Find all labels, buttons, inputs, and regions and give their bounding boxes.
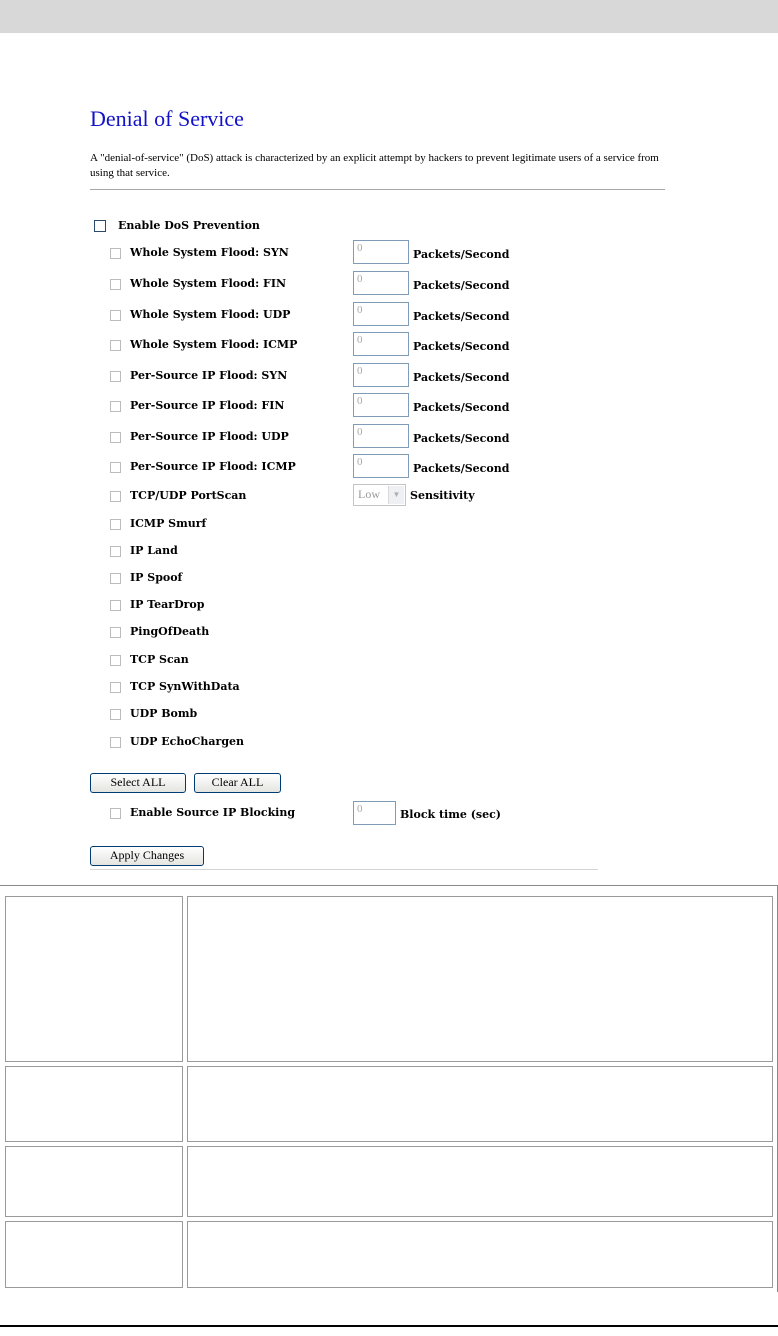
sensitivity-value: Low bbox=[358, 487, 380, 501]
table-cell bbox=[187, 1066, 773, 1142]
top-header-bar bbox=[0, 0, 778, 33]
packets-unit-label: Packets/Second bbox=[413, 248, 510, 261]
enable-dos-label: Enable DoS Prevention bbox=[118, 219, 260, 232]
flood-label: Whole System Flood: ICMP bbox=[130, 338, 298, 351]
packets-unit-label: Packets/Second bbox=[413, 462, 510, 475]
flood-checkbox-udp-source[interactable] bbox=[110, 432, 121, 443]
flood-checkbox-fin-source[interactable] bbox=[110, 401, 121, 412]
page-title: Denial of Service bbox=[90, 106, 244, 131]
source-ip-blocking-checkbox[interactable] bbox=[110, 808, 121, 819]
page-description: A "denial-of-service" (DoS) attack is characterized by an explicit attempt by hackers to prevent legitimate users of a service from using that service. bbox=[90, 152, 659, 179]
flood-checkbox-syn-source[interactable] bbox=[110, 371, 121, 382]
attack-label: TCP Scan bbox=[130, 653, 189, 666]
apply-changes-button[interactable]: Apply Changes bbox=[90, 846, 204, 866]
attack-label: ICMP Smurf bbox=[130, 517, 207, 530]
attack-label: IP TearDrop bbox=[130, 598, 205, 611]
flood-label: Per-Source IP Flood: FIN bbox=[130, 399, 285, 412]
divider bbox=[90, 869, 598, 870]
table-cell bbox=[5, 1146, 183, 1217]
attack-label: TCP SynWithData bbox=[130, 680, 240, 693]
table-cell bbox=[5, 1221, 183, 1288]
table-cell bbox=[187, 1221, 773, 1288]
flood-label: Per-Source IP Flood: UDP bbox=[130, 430, 289, 443]
packets-unit-label: Packets/Second bbox=[413, 371, 510, 384]
packets-unit-label: Packets/Second bbox=[413, 401, 510, 414]
flood-rate-input[interactable]: 0 bbox=[353, 271, 409, 295]
block-time-input[interactable]: 0 bbox=[353, 801, 396, 825]
table-cell bbox=[187, 896, 773, 1062]
tcp-synwithdata-checkbox[interactable] bbox=[110, 682, 121, 693]
icmp-smurf-checkbox[interactable] bbox=[110, 519, 121, 530]
packets-unit-label: Packets/Second bbox=[413, 340, 510, 353]
sensitivity-select[interactable] bbox=[353, 484, 406, 506]
packets-unit-label: Packets/Second bbox=[413, 310, 510, 323]
flood-label: Per-Source IP Flood: ICMP bbox=[130, 460, 296, 473]
flood-label: Per-Source IP Flood: SYN bbox=[130, 369, 288, 382]
source-ip-blocking-label: Enable Source IP Blocking bbox=[130, 806, 296, 819]
flood-checkbox-udp-whole[interactable] bbox=[110, 310, 121, 321]
enable-dos-checkbox[interactable] bbox=[94, 220, 106, 232]
attack-label: UDP EchoChargen bbox=[130, 735, 245, 748]
ip-spoof-checkbox[interactable] bbox=[110, 573, 121, 584]
ip-teardrop-checkbox[interactable] bbox=[110, 600, 121, 611]
flood-rate-input[interactable]: 0 bbox=[353, 424, 409, 448]
clear-all-button[interactable]: Clear ALL bbox=[194, 773, 281, 793]
flood-checkbox-icmp-whole[interactable] bbox=[110, 340, 121, 351]
flood-checkbox-syn-whole[interactable] bbox=[110, 248, 121, 259]
udp-echochargen-checkbox[interactable] bbox=[110, 737, 121, 748]
packets-unit-label: Packets/Second bbox=[413, 279, 510, 292]
ip-land-checkbox[interactable] bbox=[110, 546, 121, 557]
attack-label: PingOfDeath bbox=[130, 625, 210, 638]
table-cell bbox=[5, 896, 183, 1062]
sensitivity-label: Sensitivity bbox=[410, 489, 475, 502]
portscan-label: TCP/UDP PortScan bbox=[130, 489, 247, 502]
chevron-down-icon: ▼ bbox=[388, 486, 404, 504]
flood-rate-input[interactable]: 0 bbox=[353, 363, 409, 387]
divider bbox=[90, 189, 665, 190]
ping-of-death-checkbox[interactable] bbox=[110, 627, 121, 638]
attack-label: IP Land bbox=[130, 544, 178, 557]
flood-label: Whole System Flood: SYN bbox=[130, 246, 289, 259]
udp-bomb-checkbox[interactable] bbox=[110, 709, 121, 720]
table-cell bbox=[187, 1146, 773, 1217]
flood-rate-input[interactable]: 0 bbox=[353, 240, 409, 264]
flood-checkbox-fin-whole[interactable] bbox=[110, 279, 121, 290]
flood-rate-input[interactable]: 0 bbox=[353, 332, 409, 356]
flood-rate-input[interactable]: 0 bbox=[353, 454, 409, 478]
flood-rate-input[interactable]: 0 bbox=[353, 393, 409, 417]
tcp-scan-checkbox[interactable] bbox=[110, 655, 121, 666]
portscan-checkbox[interactable] bbox=[110, 491, 121, 502]
select-all-button[interactable]: Select ALL bbox=[90, 773, 186, 793]
packets-unit-label: Packets/Second bbox=[413, 432, 510, 445]
flood-checkbox-icmp-source[interactable] bbox=[110, 462, 121, 473]
flood-label: Whole System Flood: UDP bbox=[130, 308, 291, 321]
flood-rate-input[interactable]: 0 bbox=[353, 302, 409, 326]
block-time-label: Block time (sec) bbox=[400, 808, 501, 821]
attack-label: UDP Bomb bbox=[130, 707, 198, 720]
page-bottom-rule bbox=[0, 1325, 778, 1327]
table-cell bbox=[5, 1066, 183, 1142]
attack-label: IP Spoof bbox=[130, 571, 183, 584]
flood-label: Whole System Flood: FIN bbox=[130, 277, 287, 290]
